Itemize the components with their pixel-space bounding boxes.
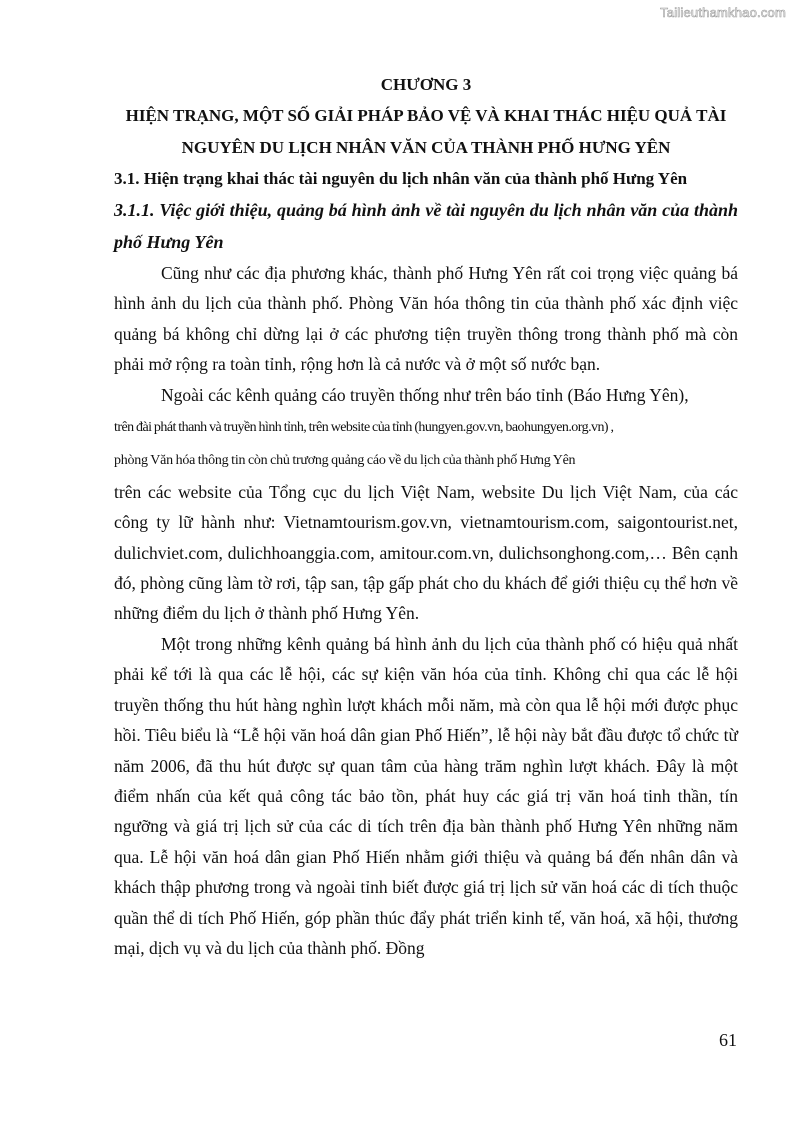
paragraph-2 [114,380,738,629]
paragraph-3: Một trong những kênh quảng bá hình ảnh du lịch của thành phố có hiệu quả nhất phải kể tới là qua các lễ hội, các sự kiện văn hóa của tỉnh. Không chỉ qua các lễ hội truyền thống thu hút hàng nghìn lượt khách mỗi năm, mà còn qua lễ hội mới được phục hồi. Tiêu biểu là “Lễ hội văn hoá dân gian Phố Hiến”, lễ hội này bắt đầu được tổ chức từ năm 2006, đã thu hút được sự quan tâm của hàng trăm nghìn lượt khách. Đây là một điểm nhấn của kết quả công tác bảo tồn, phát huy các giá trị văn hoá tinh thần, tín ngưỡng và giá trị lịch sử của các di tích trên địa bàn thành phố Hưng Yên những năm qua. Lễ hội văn hoá dân gian Phố Hiến nhằm giới thiệu và quảng bá đến nhân dân và khách thập phương trong và ngoài tỉnh biết được giá trị lịch sử văn hoá các di tích thuộc quần thể di tích Phố Hiến, góp phần thúc đẩy phát triển kinh tế, văn hoá, xã hội, thương mại, dịch vụ và du lịch của thành phố. Đồng [114,633,738,958]
chapter-number: CHƯƠNG 3 [380,75,472,94]
paragraph-2-line-3: phòng Văn hóa thông tin còn chủ trương quảng cáo về du lịch của thành phố Hưng Yên [114,453,576,469]
paragraph-2-line-2: trên đài phát thanh và truyền hình tỉnh, trên website của tỉnh (hungyen.gov.vn, baohungyen.org.vn) , [114,420,614,436]
subsection-heading: 3.1.1. Việc giới thiệu, quảng bá hình ảnh về tài nguyên du lịch nhân văn của thành phố Hưng Yên [114,200,738,252]
paragraph-2-line-1: Ngoài các kênh quảng cáo truyền thống như trên báo tỉnh (Báo Hưng Yên), [161,384,689,405]
page-number: 61 [719,1030,737,1050]
paragraph-2-rest: trên các website của Tổng cục du lịch Việt Nam, website Du lịch Việt Nam, của các công ty lữ hành như: Vietnamtourism.gov.vn, vietnamtourism.com, saigontourist.net, dulichviet.com, dulichhoanggia.com, amitour.com.vn, dulichsonghong.com,… Bên cạnh đó, phòng cũng làm tờ rơi, tập san, tập gấp phát cho du khách để giới thiệu cụ thể hơn về những điểm du lịch ở thành phố Hưng Yên. [114,481,738,624]
section-heading: 3.1. Hiện trạng khai thác tài nguyên du lịch nhân văn của thành phố Hưng Yên [114,169,688,188]
paragraph-1: Cũng như các địa phương khác, thành phố Hưng Yên rất coi trọng việc quảng bá hình ảnh du lịch của thành phố. Phòng Văn hóa thông tin của thành phố xác định việc quảng bá không chỉ dừng lại ở các phương tiện truyền thông trong thành phố mà còn phải mở rộng ra toàn tỉnh, rộng hơn là cả nước và ở một số nước bạn. [114,263,738,375]
page-content [114,70,738,963]
watermark: Tailieuthamkhao.com [660,5,786,20]
chapter-title: HIỆN TRẠNG, MỘT SỐ GIẢI PHÁP BẢO VỆ VÀ KHAI THÁC HIỆU QUẢ TÀI NGUYÊN DU LỊCH NHÂN VĂN CỦA THÀNH PHỐ HƯNG YÊN [125,106,727,157]
